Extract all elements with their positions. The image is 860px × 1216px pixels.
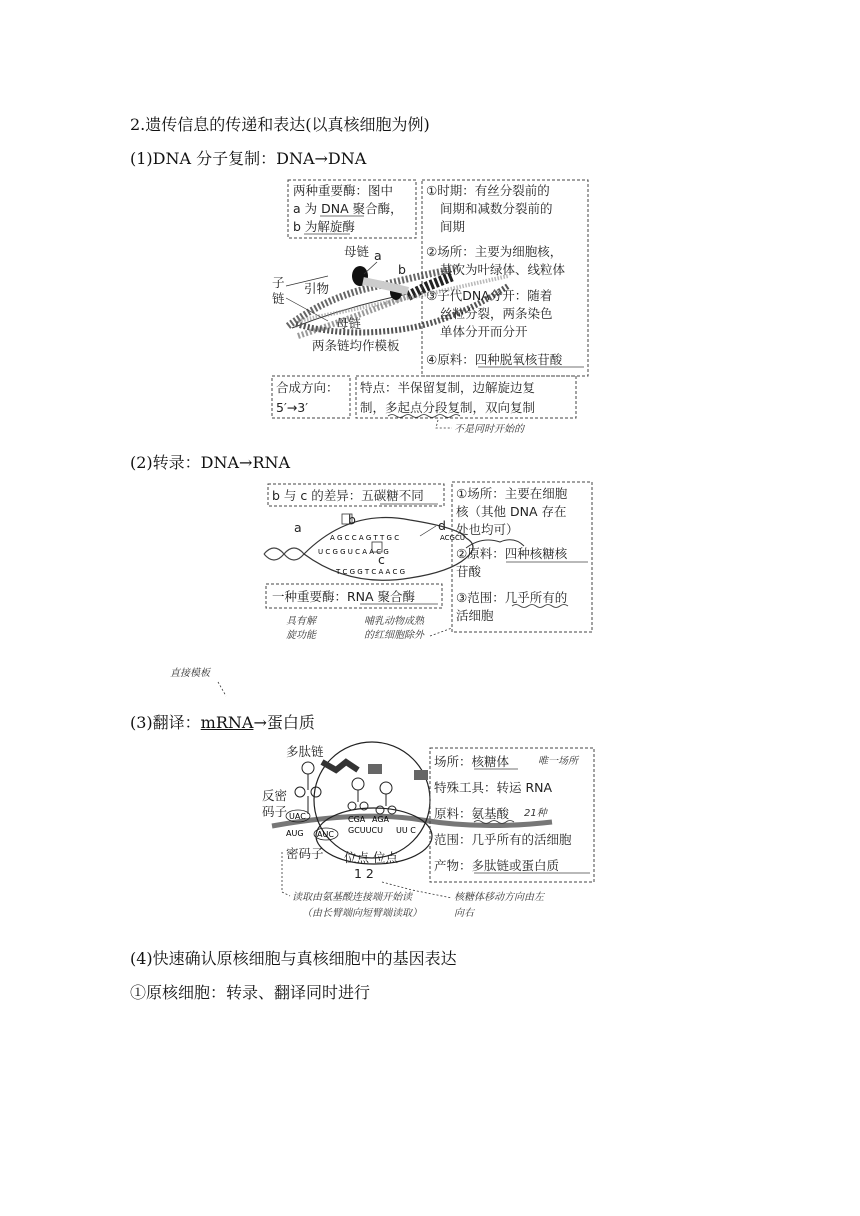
rep-daughter-1: 子: [272, 275, 285, 290]
tr-info-1: ①场所：主要在细胞: [456, 486, 568, 501]
tl-note-21: 21种: [524, 808, 547, 819]
tl-note-move-2: 向右: [454, 908, 474, 919]
rep-enzyme-line3: b 为解旋酶: [293, 219, 355, 234]
tl-aug: AUG: [286, 829, 304, 838]
tl-site-numbers: 1 2: [354, 866, 374, 881]
tr-note-rbc-1: 哺乳动物成熟: [364, 616, 424, 627]
tl-info-2: 特殊工具：转运 RNA: [434, 780, 553, 795]
rep-feature-2: 制，多起点分段复制，双向复制: [360, 400, 536, 415]
ribosome-large-subunit: [314, 742, 430, 858]
rep-parent-strand-1: 母链: [344, 244, 370, 259]
tl-note-read-2: （由长臂端向短臂端读取）: [302, 908, 422, 919]
tl-peptide-label: 多肽链: [286, 744, 324, 759]
rep-feature-1: 特点：半保留复制，边解旋边复: [360, 380, 536, 395]
tl-site-label: 位点 位点: [344, 850, 398, 865]
rep-handwritten-note: 不是同时开始的: [454, 424, 524, 435]
item-1-prokaryote: ①原核细胞：转录、翻译同时进行: [130, 983, 371, 1002]
section-4-title: (4)快速确认原核细胞与真核细胞中的基因表达: [130, 949, 457, 968]
rep-parent-strand-2: 母链: [336, 316, 362, 331]
tr-seq-bot: T C G G T C A A C G: [336, 568, 406, 576]
rep-info-1: ①时期：有丝分裂前的: [426, 183, 550, 198]
tl-uac: UAC: [289, 812, 306, 821]
translation-figure: [262, 740, 602, 930]
tl-auc: AUC: [317, 830, 334, 839]
tr-note-unwind-1: 具有解: [286, 616, 316, 627]
transcription-figure: [260, 478, 600, 658]
tl-note-read-1: 读取由氨基酸连接端开始读: [292, 892, 412, 903]
tr-note-unwind-2: 旋功能: [286, 630, 316, 641]
rep-enzyme-line2: a 为 DNA 聚合酶，: [293, 201, 403, 216]
tl-anticodon-2: 码子: [262, 804, 288, 819]
rep-info-2: 间期和减数分裂前的: [440, 201, 553, 216]
tl-info-1: 场所：核糖体: [434, 754, 510, 769]
tr-info-2: 核（其他 DNA 存在: [456, 504, 567, 519]
tr-note-rbc-2: 的红细胞除外: [364, 630, 424, 641]
rep-label-a: a: [374, 248, 382, 263]
tl-note-only: 唯一场所: [538, 756, 578, 767]
tr-info-6: ③范围：几乎所有的: [456, 590, 568, 605]
rep-enzyme-line1: 两种重要酶：图中: [293, 183, 394, 198]
tr-info-4: ②原料：四种核糖核: [456, 546, 568, 561]
tr-diff-box: b 与 c 的差异：五碳糖不同: [272, 488, 424, 503]
direct-template-note: [168, 664, 258, 700]
polypeptide-chain: [322, 762, 358, 770]
transcription-title: (2)转录：DNA→RNA: [130, 453, 291, 472]
tr-label-d: d: [438, 518, 446, 533]
dna-replication-figure: [268, 176, 608, 438]
tr-enzyme-box: 一种重要酶：RNA 聚合酶: [272, 589, 416, 604]
rep-info-3: 间期: [440, 219, 466, 234]
rep-label-b: b: [398, 262, 406, 277]
rep-info-4: ②场所：主要为细胞核，: [426, 244, 563, 259]
rep-direction-2: 5′→3′: [276, 400, 309, 415]
tl-gcuucu: GCUUCU: [348, 826, 383, 835]
translation-title: [130, 710, 315, 733]
tr-label-c: c: [378, 552, 385, 567]
rep-daughter-2: 链: [272, 291, 285, 306]
translation-title-prefix: (3)翻译：: [130, 713, 201, 732]
tl-anticodon-1: 反密: [262, 788, 288, 803]
rep-template-label: 两条链均作模板: [312, 338, 400, 353]
translation-title-mrna: mRNA: [200, 713, 254, 732]
rep-direction-1: 合成方向：: [276, 380, 339, 395]
rep-info-7: 丝粒分裂，两条染色: [440, 306, 553, 321]
rep-info-9: ④原料：四种脱氧核苷酸: [426, 352, 563, 367]
section-heading: 2.遗传信息的传递和表达(以真核细胞为例): [130, 115, 430, 134]
rep-info-8: 单体分开而分开: [440, 324, 528, 339]
tr-seq-mid: U C G G U C A A C G: [318, 548, 389, 556]
direct-template-text: 直接模板: [170, 668, 210, 679]
tl-info-5: 产物：多肽链或蛋白质: [434, 858, 560, 873]
tr-seq-right: ACGCU: [440, 534, 465, 542]
rep-info-5: 其次为叶绿体、线粒体: [440, 262, 566, 277]
tl-info-4: 范围：几乎所有的活细胞: [434, 832, 572, 847]
tr-info-7: 活细胞: [456, 608, 494, 623]
rep-primer: 引物: [304, 281, 330, 296]
tr-seq-top: A G C C A G T T G C: [330, 534, 400, 542]
tl-note-move-1: 核糖体移动方向由左: [454, 892, 544, 903]
tl-uuc: UU C: [396, 826, 416, 835]
translation-title-suffix: →蛋白质: [253, 713, 315, 732]
rep-info-6: ③子代DNA分开：随着: [426, 288, 553, 303]
tl-aga: AGA: [372, 815, 390, 824]
tr-info-5: 苷酸: [456, 564, 482, 579]
tl-info-3: 原料：氨基酸: [434, 806, 510, 821]
replication-title: (1)DNA 分子复制：DNA→DNA: [130, 149, 367, 168]
tr-label-b: b: [348, 512, 356, 527]
tl-codon-label: 密码子: [286, 846, 324, 861]
tr-info-3: 处也均可）: [456, 522, 519, 537]
tl-cga: CGA: [348, 815, 366, 824]
tr-label-a: a: [294, 520, 302, 535]
